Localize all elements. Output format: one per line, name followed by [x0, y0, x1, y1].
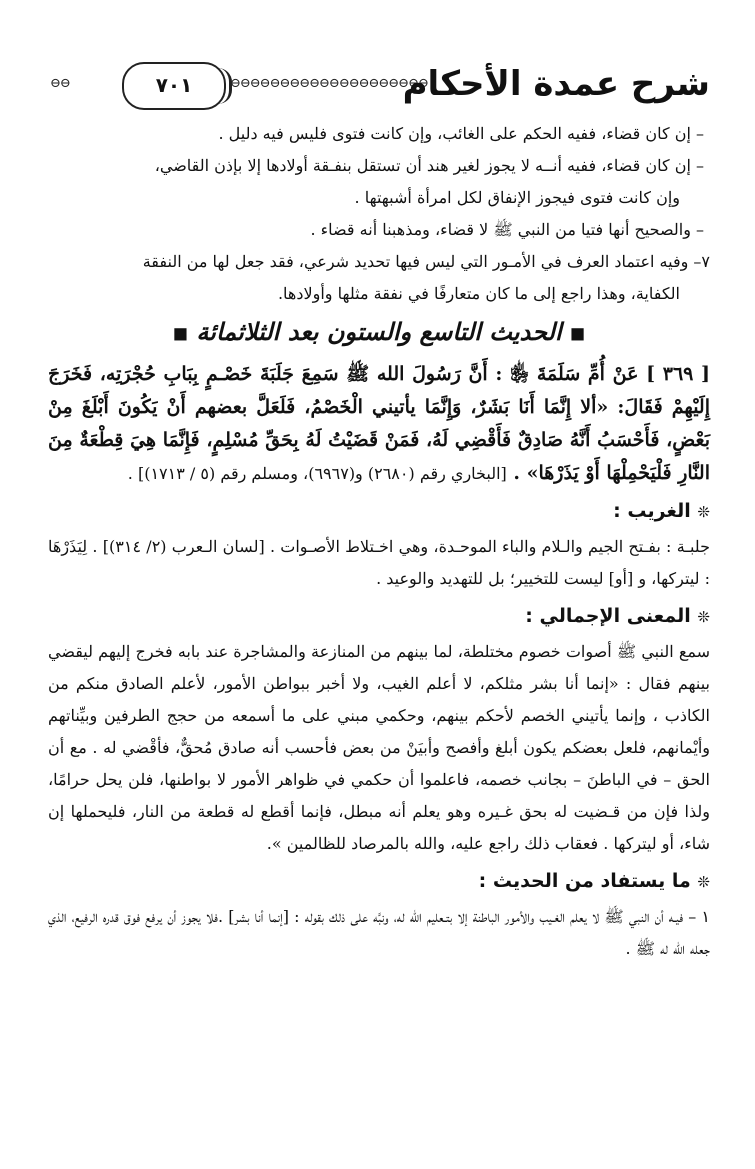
header-ornament-middle: ⊖⊖⊖⊖⊖⊖⊖⊖⊖⊖⊖⊖⊖⊖⊖⊖⊖⊖⊖⊖ [230, 76, 428, 90]
hadith-body: [ ٣٦٩ ] عَنْ أُمِّ سَلَمَةَ ﵂ : أَنَّ رَسُولَ الله ﷺ سَمِعَ جَلَبَةَ خَصْـمٍ بِبَابِ حُجْرَتِه، فَخَرَجَ إِلَيْهِمْ فَقَالَ: «ألا إِنَّمَا أَنَا بَشَرٌ، وَإِنَّمَا يأتيني الْخَصْمُ، فَلَعَلَّ بعضهم أَنْ يَكُونَ أَبْلَغَ مِنْ بَعْضٍ، فَأَحْسَبُ أَنَّهُ صَادِقٌ فَأَقْضِي لَهُ، فَمَنْ قَضَيْتُ لَهُ بِحَقِّ مُسْلِمٍ، فَإِنَّمَا هِيَ قِطْعَةٌ مِنَ النَّارِ فَلْيَحْمِلْهَا أَوْ يَذَرْهَا» . [48, 362, 711, 484]
point-custom-reliance-cont: الكفاية، وهذا راجع إلى ما كان متعارفًا في نفقة مثلها وأولادها. [277, 284, 680, 303]
point-correct-view: – والصحيح أنها فتيا من النبي ﷺ لا قضاء، ومذهبنا أنه قضاء . [310, 220, 704, 239]
gharib-text: جلبـة : بفـتح الجيم والـلام والباء الموحـدة، وهي اخـتلاط الأصـوات . [لسان الـعرب (٢/ ٣١٤)] . لِيَذَرْهَا : ليتركها، و [أو] ليست للتخيير؛ بل للتهديد والوعيد . [48, 536, 710, 588]
ijmali-text: سمع النبي ﷺ أصوات خصوم مختلطة، لما بينهم من المنازعة والمشاجرة عند بابه فخرج إليهم ليقضي بينهم فقال : «إنما أنا بشر مثلكم، لا أعلم الغيب، ولا أخبر ببواطن الأمور، لأعلم الصادق منكم من الكاذب ، وإنما يأتيني الخصم لأحكم بينهم، وحكمي مبني على ما أسمعه من حجج الطرفين وبيِّناتهم وأيْمانهم، فلعل بعضكم يكون أبلغ وأفصح وأبيَنْ من بعض فأحسب أنه صادق مُحقٌّ، فأقْضي له . مع أن الحق – في الباطنَ – بجانب خصمه، فاعلموا أن حكمي في ظواهر الأمور لا بواطنها، فلن يحل حرامًا، ولذا فإن من قـضيت له بحق غـيره وهو يعلم أنه مبطل، فإنما أقطع له قطعة من النار، فليحملها إن شاء، أو ليتركها . فعقاب ذلك راجع عليه، والله بالمرصاد للظالمين ». [48, 641, 711, 853]
point-spending-permission-cont: وإن كانت فتوى فيجوز الإنفاق لكل امرأة أشبهتها . [354, 188, 680, 207]
star-icon: ❊ [697, 607, 710, 626]
star-icon: ❊ [697, 502, 710, 521]
point-judgment-absent: – إن كان قضاء، ففيه الحكم على الغائب، وإن كانت فتوى فليس فيه دليل . [218, 124, 704, 143]
point-spending-permission: – إن كان قضاء، ففيه أنــه لا يجوز لغير هند أن تستقل بنفـقة أولادها إلا بإذن القاضي، [154, 156, 704, 175]
gharib-heading [48, 492, 710, 531]
hadith-title [48, 312, 710, 354]
benefit-1: ١ – فيـه أن النبي ﷺ لا يعلم الغـيب والأمور الباطنة إلا بتـعليم الله له، ونبَّه على ذلك بقوله : [إنما أنا بشر] .فلا يجوز أن يرفع فوق قدره الرفيع، الذي جعله الله له ﷺ . [48, 906, 710, 958]
ijmali-heading [48, 597, 710, 636]
running-title: شرح عمدة الأحكام [402, 64, 710, 104]
point-custom-reliance: ٧– وفيه اعتماد العرف في الأمـور التي ليس فيها تحديد شرعي، فقد جعل لها من النفقة [142, 252, 710, 271]
hadith-text [48, 358, 710, 490]
hadith-title-text: الحديث التاسع والستون بعد الثلاثمائة [196, 317, 562, 346]
header-ornament-left: ⊖⊖ [50, 76, 70, 90]
page-content [48, 118, 710, 965]
star-icon: ❊ [697, 872, 710, 891]
mustafad-heading [48, 862, 710, 901]
mustafad-heading-text: ما يستفاد من الحديث : [478, 869, 691, 892]
page-number: ٧٠١ [122, 62, 226, 110]
page-header [40, 62, 710, 112]
title-marker-left: ■ [172, 323, 189, 343]
gharib-heading-text: الغريب : [613, 499, 691, 522]
hadith-source: [البخاري رقم (٢٦٨٠) و(٦٩٦٧)، ومسلم رقم (٥ / ١٧١٣)] . [127, 463, 507, 483]
ijmali-heading-text: المعنى الإجمالي : [525, 604, 691, 627]
title-marker-right: ■ [569, 323, 586, 343]
